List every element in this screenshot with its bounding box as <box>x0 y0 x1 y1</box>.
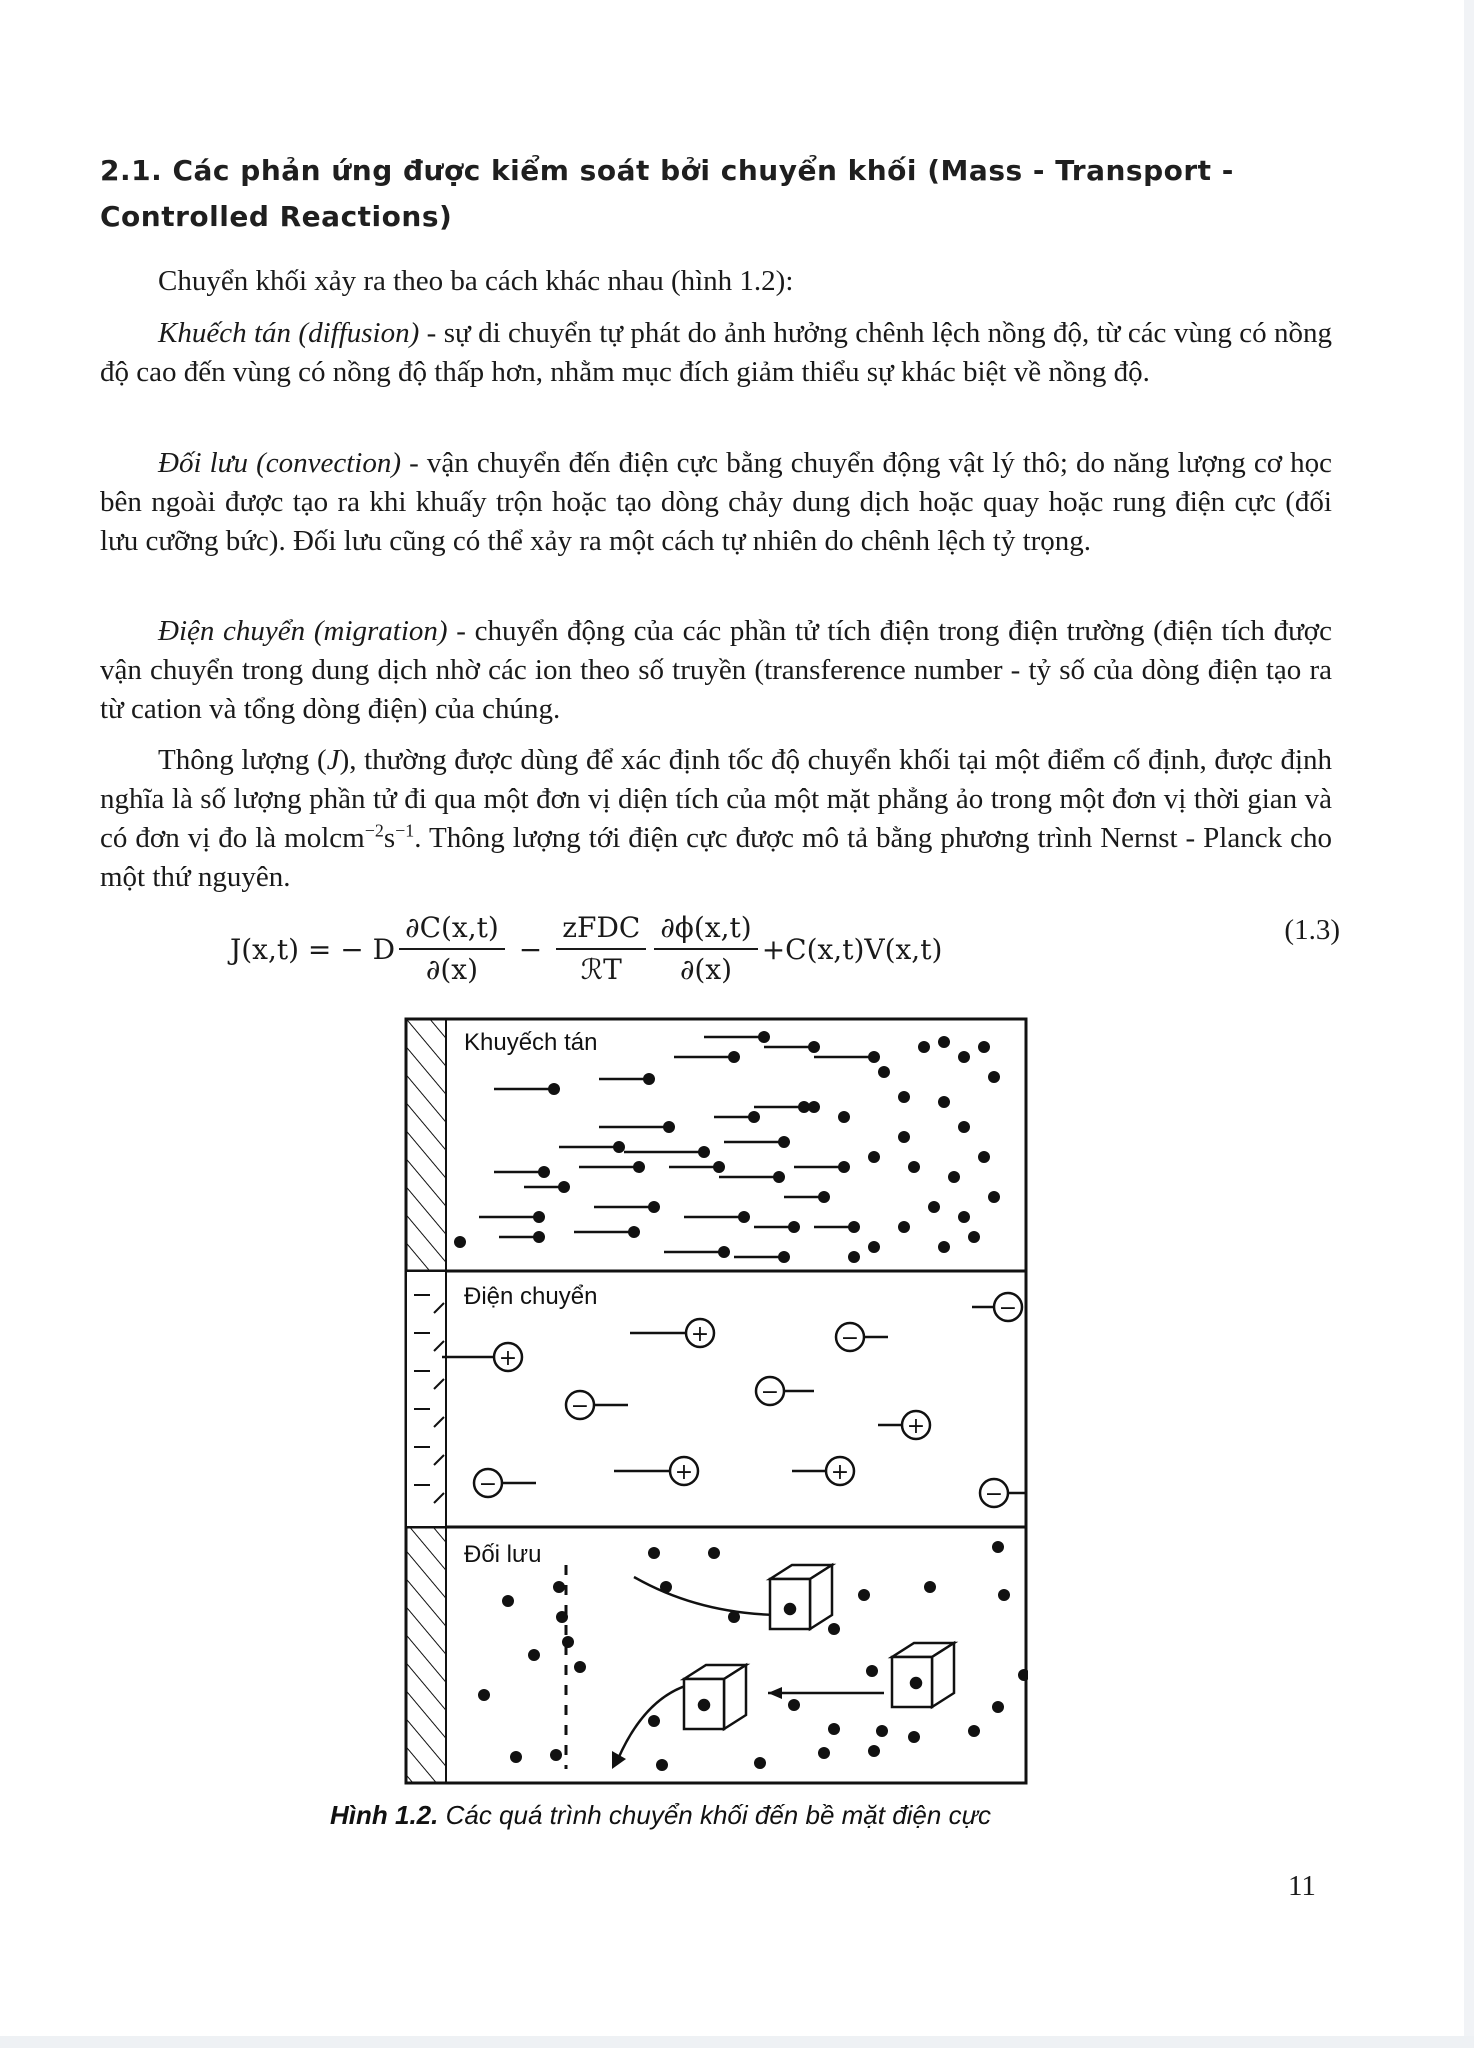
convection-particle <box>510 1751 522 1763</box>
ion-sign: + <box>674 1460 694 1485</box>
page-number: 11 <box>1288 1870 1316 1902</box>
page-bottom-edge <box>0 2036 1474 2048</box>
equation-fraction-potential <box>654 910 757 988</box>
anion-ion <box>972 1293 1022 1321</box>
convection-particle <box>708 1547 720 1559</box>
convection-particle <box>876 1725 888 1737</box>
diffusion-particle <box>868 1051 880 1063</box>
ion-sign: + <box>690 1322 710 1347</box>
convection-particle <box>818 1747 830 1759</box>
convection-particle <box>562 1636 574 1648</box>
diffusion-particle <box>868 1151 880 1163</box>
fluid-cube-1 <box>770 1565 832 1629</box>
diffusion-particles <box>454 1031 1000 1263</box>
fraction-denominator: ∂(x) <box>425 953 478 986</box>
equation-number: (1.3) <box>1284 914 1340 946</box>
anion-ion <box>566 1391 628 1419</box>
figure-drawing <box>404 1017 1028 1785</box>
panel-label-migration: Điện chuyển <box>464 1283 598 1310</box>
diffusion-particle <box>938 1096 950 1108</box>
migration-paragraph <box>100 612 1332 729</box>
diffusion-text: - sự di chuyển tự phát do ảnh hưởng chênh lệch nồng độ, từ các vùng có nồng độ cao đến vùng có nồng độ thấp hơn, nhằm mục đích giảm thiểu sự khác biệt về nồng độ. <box>100 317 1332 388</box>
diffusion-term: Khuếch tán (diffusion) <box>158 317 420 349</box>
diffusion-particle <box>548 1083 560 1095</box>
diffusion-particle <box>988 1071 1000 1083</box>
convection-particle <box>648 1715 660 1727</box>
figure-mass-transport <box>404 1017 1028 1785</box>
figure-caption <box>330 1800 1130 1831</box>
convection-particle <box>992 1541 1004 1553</box>
panel-label-convection: Đối lưu <box>464 1541 542 1568</box>
fraction-numerator: zFDC <box>556 910 646 950</box>
diffusion-particle <box>648 1201 660 1213</box>
migration-ions <box>442 1293 1026 1507</box>
convection-text: - vận chuyển đến điện cực bằng chuyển động vật lý thô; do năng lượng cơ học bên ngoài được tạo ra khi khuấy trộn hoặc tạo dòng chảy dung dịch hoặc quay hoặc rung điện cực (đối lưu cưỡng bức). Đối lưu cũng có thể xảy ra một cách tự nhiên do chênh lệch tỷ trọng. <box>100 447 1333 557</box>
anion-ion <box>980 1479 1026 1507</box>
fluid-cube-3 <box>684 1665 746 1729</box>
diffusion-particle <box>533 1231 545 1243</box>
convection-particle <box>908 1731 920 1743</box>
flux-unit-s: s <box>383 822 396 854</box>
diffusion-particle <box>778 1136 790 1148</box>
anion-ion <box>474 1469 536 1497</box>
convection-particle <box>550 1749 562 1761</box>
flow-arrow-head-3 <box>768 1687 782 1699</box>
cation-ion <box>442 1343 522 1371</box>
diffusion-particle <box>728 1051 740 1063</box>
equation-fraction-constants <box>556 910 646 988</box>
fraction-denominator: ℛT <box>580 953 622 986</box>
convection-particle <box>968 1725 980 1737</box>
diffusion-particle <box>978 1151 990 1163</box>
equation-body <box>230 910 942 988</box>
diffusion-particle <box>808 1101 820 1113</box>
diffusion-particle <box>718 1246 730 1258</box>
flux-text-3: . Thông lượng tới điện cực được mô tả bằng phương trình Nernst - Planck cho một thứ nguyên. <box>100 822 1332 893</box>
cation-ion <box>614 1457 698 1485</box>
fraction-numerator: ∂C(x,t) <box>399 910 505 950</box>
section-heading <box>100 148 1340 240</box>
diffusion-particle <box>558 1181 570 1193</box>
flux-exponent-2: −1 <box>395 820 415 841</box>
diffusion-paragraph <box>100 314 1332 392</box>
diffusion-particle <box>808 1041 820 1053</box>
section-heading-line-2: Controlled Reactions) <box>100 200 453 233</box>
ion-sign: − <box>984 1482 1004 1507</box>
caption-number: Hình 1.2. <box>330 1800 439 1830</box>
convection-particle <box>648 1547 660 1559</box>
convection-particle <box>924 1581 936 1593</box>
diffusion-particle <box>538 1166 550 1178</box>
convection-particle <box>478 1689 490 1701</box>
equation-lhs: J(x,t) = − D <box>230 932 396 966</box>
cation-ion <box>878 1411 930 1439</box>
convection-particle <box>828 1723 840 1735</box>
diffusion-particle <box>838 1111 850 1123</box>
diffusion-particle <box>898 1221 910 1233</box>
section-heading-line-1: 2.1. Các phản ứng được kiểm soát bởi chuyển khối (Mass - Transport - <box>100 154 1234 187</box>
convection-particle <box>574 1661 586 1673</box>
cation-ion <box>792 1457 854 1485</box>
page-edge-shadow <box>1464 0 1474 2048</box>
diffusion-particle <box>628 1226 640 1238</box>
diffusion-particle <box>838 1161 850 1173</box>
flow-arrow-head-2 <box>612 1751 626 1769</box>
ion-sign: − <box>840 1326 860 1351</box>
diffusion-particle <box>818 1191 830 1203</box>
diffusion-particle <box>948 1171 960 1183</box>
convection-particle <box>866 1665 878 1677</box>
ion-sign: − <box>478 1472 498 1497</box>
diffusion-particle <box>698 1146 710 1158</box>
diffusion-particle <box>454 1236 466 1248</box>
diffusion-particle <box>898 1091 910 1103</box>
diffusion-particle <box>958 1051 970 1063</box>
diffusion-particle <box>613 1141 625 1153</box>
convection-particle <box>868 1745 880 1757</box>
diffusion-particle <box>918 1041 930 1053</box>
convection-particle <box>728 1611 740 1623</box>
ion-sign: + <box>906 1414 926 1439</box>
anion-ion <box>756 1377 814 1405</box>
diffusion-particle <box>633 1161 645 1173</box>
migration-text: - chuyển động của các phần tử tích điện trong điện trường (điện tích được vận chuyển trong dung dịch nhờ các ion theo số truyền (transference number - tỷ số của dòng điện tạo ra từ cation và tổng dòng điện) của chúng. <box>100 615 1332 725</box>
convection-particle <box>998 1589 1010 1601</box>
flux-paragraph <box>100 741 1332 897</box>
flux-text-1: Thông lượng ( <box>158 744 327 776</box>
equation-tail: +C(x,t)V(x,t) <box>761 932 943 966</box>
ion-sign: − <box>570 1394 590 1419</box>
equation-minus: − <box>518 932 543 966</box>
diffusion-particle <box>968 1231 980 1243</box>
diffusion-particle <box>848 1251 860 1263</box>
diffusion-particle <box>713 1161 725 1173</box>
diffusion-particle <box>533 1211 545 1223</box>
diffusion-particle <box>988 1191 1000 1203</box>
diffusion-particle <box>978 1041 990 1053</box>
electrode-wall-migration <box>406 1271 446 1527</box>
convection-particle <box>754 1757 766 1769</box>
electrode-wall-convection <box>406 1527 446 1783</box>
diffusion-particle <box>878 1066 890 1078</box>
convection-particle <box>528 1649 540 1661</box>
equation-fraction-concentration <box>399 910 505 988</box>
convection-particle <box>992 1701 1004 1713</box>
convection-particle <box>828 1623 840 1635</box>
ion-sign: + <box>498 1346 518 1371</box>
convection-particle <box>502 1595 514 1607</box>
panel-label-diffusion: Khuyếch tán <box>464 1029 598 1056</box>
flux-text-2: ), thường được dùng để xác định tốc độ chuyển khối tại một điểm cố định, được định nghĩa là số lượng phần tử đi qua một đơn vị diện tích của một mặt phẳng ảo trong một đơn vị thời gian và có đơn vị đo là molcm <box>100 744 1332 854</box>
convection-particle <box>556 1611 568 1623</box>
fluid-cube-2 <box>892 1643 954 1707</box>
ion-sign: + <box>830 1460 850 1485</box>
convection-particle <box>788 1699 800 1711</box>
diffusion-particle <box>643 1073 655 1085</box>
flux-symbol: J <box>326 744 340 776</box>
diffusion-particle <box>758 1031 770 1043</box>
convection-particle <box>660 1581 672 1593</box>
anion-ion <box>836 1323 888 1351</box>
diffusion-particle <box>938 1241 950 1253</box>
convection-particle <box>858 1589 870 1601</box>
electrode-wall-diffusion <box>406 1019 446 1271</box>
cation-ion <box>630 1319 714 1347</box>
intro-paragraph: Chuyển khối xảy ra theo ba cách khác nhau (hình 1.2): <box>158 265 794 297</box>
diffusion-particle <box>663 1121 675 1133</box>
convection-term: Đối lưu (convection) <box>158 447 401 479</box>
diffusion-particle <box>868 1241 880 1253</box>
convection-paragraph <box>100 444 1332 561</box>
diffusion-particle <box>738 1211 750 1223</box>
diffusion-particle <box>938 1036 950 1048</box>
caption-text: Các quá trình chuyển khối đến bề mặt điện cực <box>438 1800 992 1830</box>
migration-term: Điện chuyển (migration) <box>158 615 448 647</box>
ion-sign: − <box>760 1380 780 1405</box>
convection-particle <box>553 1581 565 1593</box>
diffusion-particle <box>908 1161 920 1173</box>
diffusion-particle <box>958 1211 970 1223</box>
convection-elements <box>558 1565 954 1771</box>
convection-particle <box>656 1759 668 1771</box>
diffusion-particle <box>773 1171 785 1183</box>
nernst-planck-equation <box>100 906 1340 996</box>
diffusion-particle <box>848 1221 860 1233</box>
diffusion-particle <box>898 1131 910 1143</box>
diffusion-particle <box>958 1121 970 1133</box>
fraction-denominator: ∂(x) <box>679 953 733 986</box>
diffusion-particle <box>928 1201 940 1213</box>
diffusion-particle <box>748 1111 760 1123</box>
diffusion-particle <box>788 1221 800 1233</box>
convection-particle <box>1018 1669 1028 1681</box>
ion-sign: − <box>998 1296 1018 1321</box>
fraction-numerator: ∂ϕ(x,t) <box>654 910 757 950</box>
diffusion-particle <box>778 1251 790 1263</box>
flux-exponent-1: −2 <box>364 820 384 841</box>
